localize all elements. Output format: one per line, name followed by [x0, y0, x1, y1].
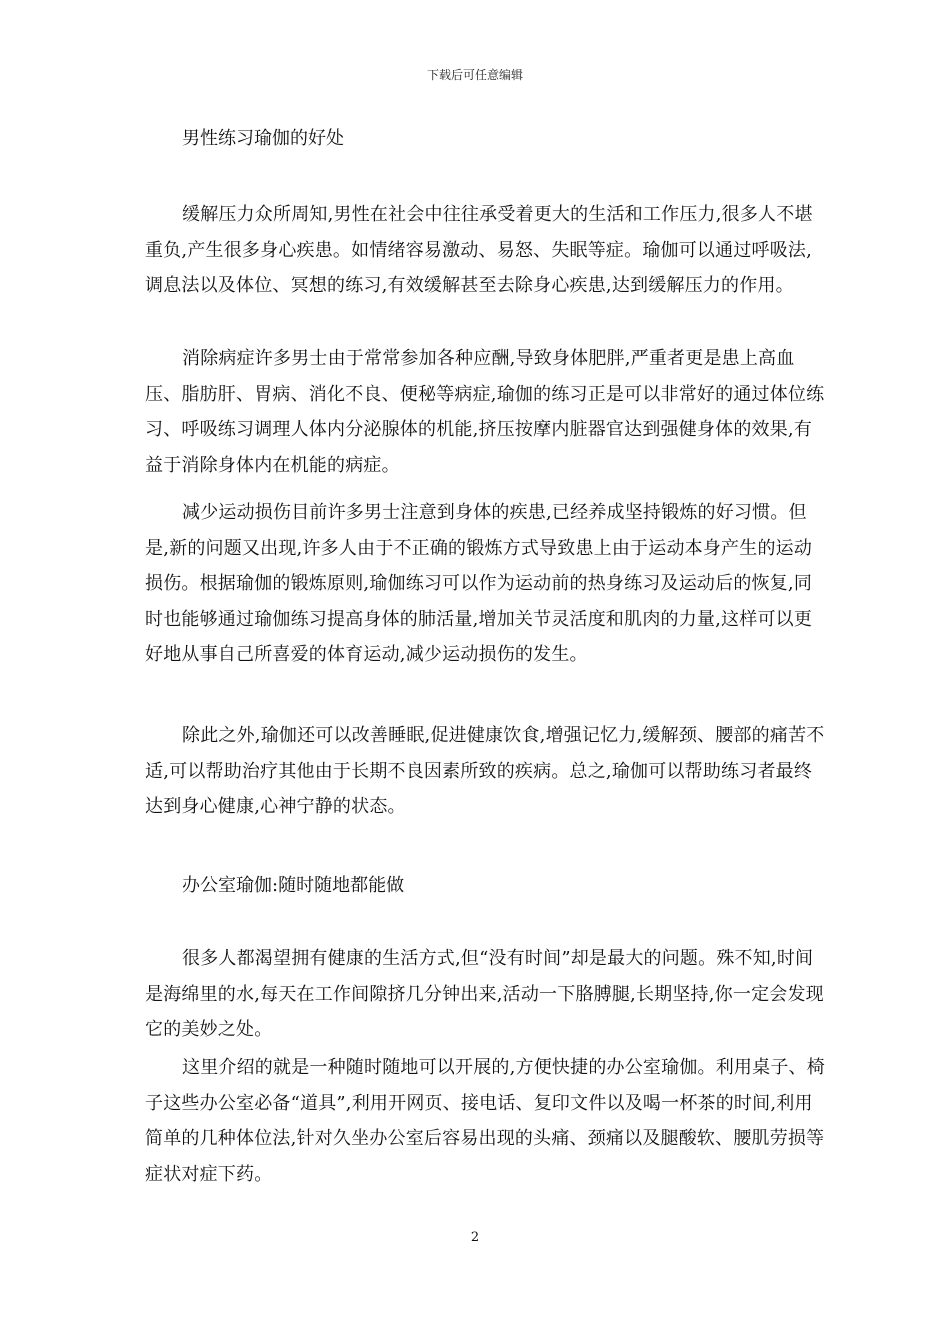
paragraph-text: 缓解压力众所周知,男性在社会中往往承受着更大的生活和工作压力,很多人不堪重负,产生很多身心疾患。如情绪容易激动、易怒、失眠等症。瑜伽可以通过呼吸法,调息法以及体位、冥想的练习,有效缓解甚至去除身心疾患,达到缓解压力的作用。 [145, 204, 813, 296]
section-title-men-yoga: 男性练习瑜伽的好处 [182, 128, 344, 149]
section-title-office-yoga: 办公室瑜伽:随时随地都能做 [182, 875, 405, 896]
paragraph-no-time [145, 941, 825, 1048]
paragraph-disease-elimination [145, 341, 825, 483]
paragraph-office-yoga-intro [145, 1050, 825, 1192]
paragraph-stress-relief [145, 197, 825, 304]
paragraph-text: 减少运动损伤目前许多男士注意到身体的疾患,已经养成坚持锻炼的好习惯。但是,新的问题又出现,许多人由于不正确的锻炼方式导致患上由于运动本身产生的运动损伤。根据瑜伽的锻炼原则,瑜伽练习可以作为运动前的热身练习及运动后的恢复,同时也能够通过瑜伽练习提高身体的肺活量,增加关节灵活度和肌肉的力量,这样可以更好地从事自己所喜爱的体育运动,减少运动损伤的发生。 [145, 502, 813, 665]
paragraph-text: 消除病症许多男士由于常常参加各种应酬,导致身体肥胖,严重者更是患上高血压、脂肪肝、胃病、消化不良、便秘等病症,瑜伽的练习正是可以非常好的通过体位练习、呼吸练习调理人体内分泌腺体的机能,挤压按摩内脏器官达到强健身体的效果,有益于消除身体内在机能的病症。 [145, 348, 825, 476]
page-header: 下载后可任意编辑 [426, 68, 523, 82]
paragraph-text: 这里介绍的就是一种随时随地可以开展的,方便快捷的办公室瑜伽。利用桌子、椅子这些办公室必备“道具”,利用开网页、接电话、复印文件以及喝一杯茶的时间,利用简单的几种体位法,针对久坐办公室后容易出现的头痛、颈痛以及腿酸软、腰肌劳损等症状对症下药。 [145, 1057, 825, 1185]
paragraph-other-benefits [145, 718, 825, 825]
paragraph-text: 除此之外,瑜伽还可以改善睡眠,促进健康饮食,增强记忆力,缓解颈、腰部的痛苦不适,可以帮助治疗其他由于长期不良因素所致的疾病。总之,瑜伽可以帮助练习者最终达到身心健康,心神宁静的状态。 [145, 725, 825, 817]
page-number: 2 [470, 1230, 480, 1245]
paragraph-sports-injury [145, 495, 825, 673]
paragraph-text: 很多人都渴望拥有健康的生活方式,但“没有时间”却是最大的问题。殊不知,时间是海绵里的水,每天在工作间隙挤几分钟出来,活动一下胳膊腿,长期坚持,你一定会发现它的美妙之处。 [145, 948, 824, 1040]
